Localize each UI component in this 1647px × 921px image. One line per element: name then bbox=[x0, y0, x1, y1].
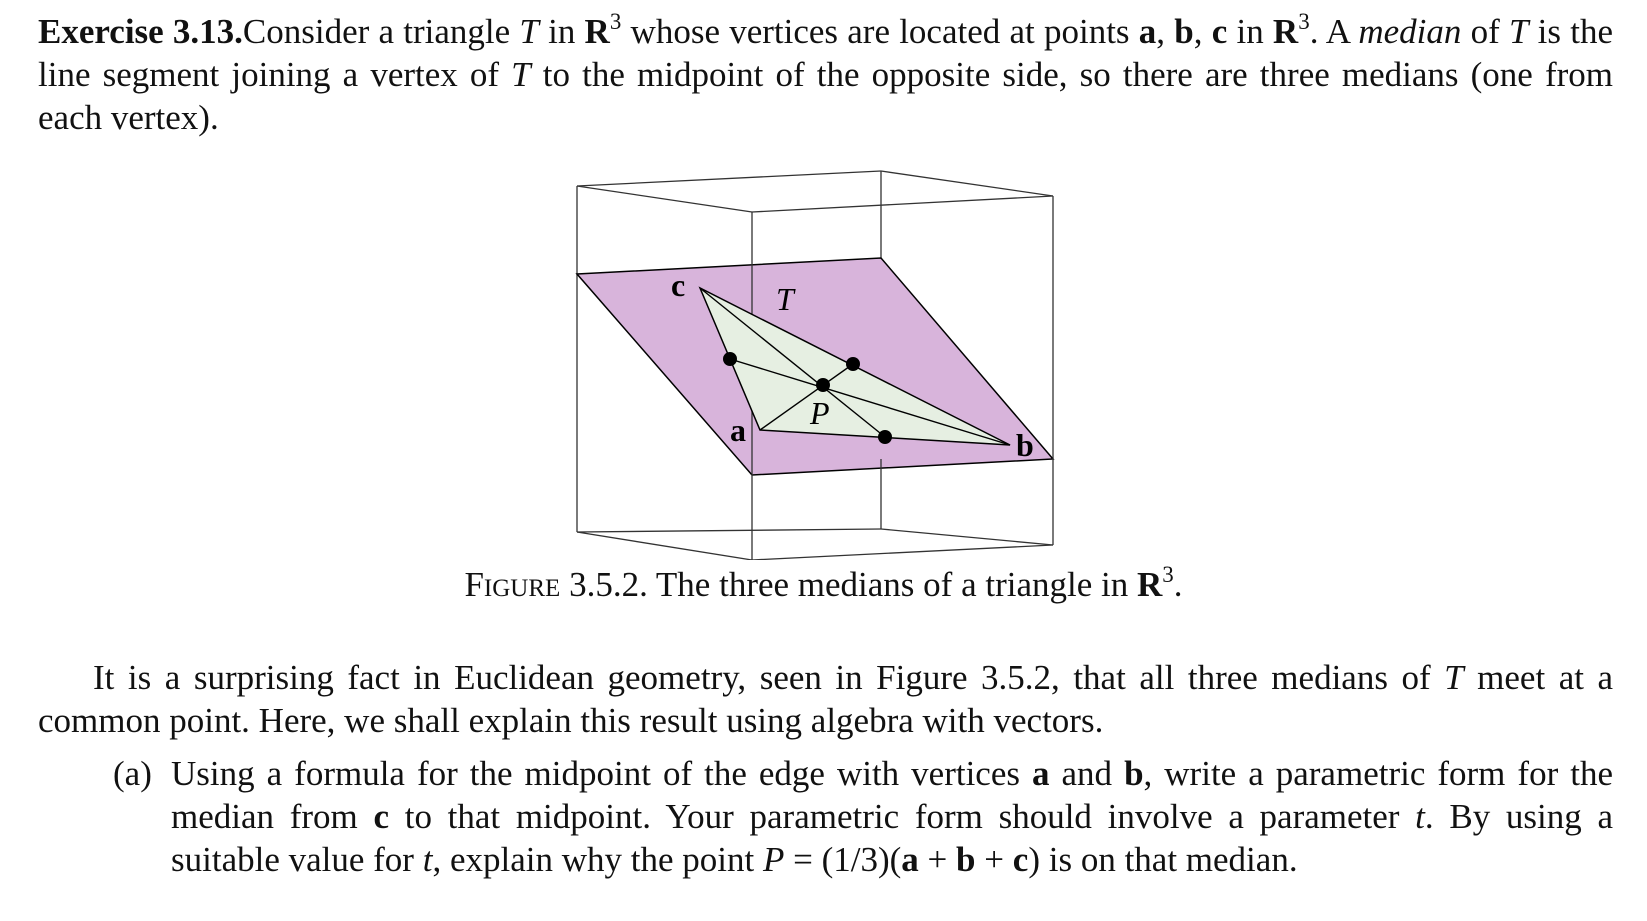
math-R: R bbox=[1272, 12, 1299, 51]
part-a-text bbox=[171, 752, 1613, 881]
part-text: , explain why the point bbox=[432, 840, 763, 879]
plus: + bbox=[918, 840, 957, 879]
math-T: T bbox=[1444, 658, 1464, 697]
vec-c: c bbox=[373, 797, 390, 836]
comma: , bbox=[1193, 12, 1212, 51]
math-t: t bbox=[1415, 797, 1425, 836]
centroid-P bbox=[816, 378, 830, 392]
part-text: ) is on that median. bbox=[1028, 840, 1298, 879]
intro-text: to the midpoint of the opposite side, so there are three medians (one from each vertex). bbox=[38, 55, 1613, 137]
vec-a: a bbox=[901, 840, 919, 879]
math-R: R bbox=[584, 12, 610, 51]
label-P: P bbox=[810, 395, 830, 431]
caption-prefix: Figure bbox=[464, 565, 561, 604]
vec-b: b bbox=[1174, 12, 1194, 51]
intro-text: Consider a triangle bbox=[242, 12, 520, 51]
part-text: , write a parametric form for the median from bbox=[171, 754, 1613, 836]
math-R: R bbox=[1137, 565, 1163, 604]
vec-a: a bbox=[1138, 12, 1157, 51]
intro-text: is the line segment joining a vertex of bbox=[38, 12, 1614, 94]
intro-text: in bbox=[538, 12, 585, 51]
part-a bbox=[113, 752, 1613, 881]
median-term: median bbox=[1358, 12, 1462, 51]
label-c: c bbox=[671, 267, 686, 303]
intro-text: in bbox=[1227, 12, 1273, 51]
superscript: 3 bbox=[609, 9, 622, 34]
math-P: P bbox=[762, 840, 785, 879]
math-T: T bbox=[519, 12, 539, 51]
part-text: . By using a suitable value for bbox=[171, 797, 1613, 879]
midpoint-ab bbox=[878, 430, 892, 444]
superscript: 3 bbox=[1162, 562, 1174, 587]
part-text: to that midpoint. Your parametric form should involve a parameter bbox=[389, 797, 1416, 836]
midpoint-ac bbox=[723, 352, 737, 366]
intro-text: . A bbox=[1309, 12, 1359, 51]
superscript: 3 bbox=[1298, 9, 1310, 34]
caption-text: 3.5.2. The three medians of a triangle in bbox=[560, 565, 1137, 604]
plus: + bbox=[975, 840, 1013, 879]
label-b: b bbox=[1016, 427, 1034, 463]
vec-b: b bbox=[956, 840, 976, 879]
caption-end: . bbox=[1173, 565, 1183, 604]
body-paragraph bbox=[38, 656, 1613, 742]
vec-c: c bbox=[1211, 12, 1228, 51]
label-a: a bbox=[730, 412, 746, 448]
part-a-label: (a) bbox=[113, 754, 152, 793]
midpoint-bc bbox=[846, 357, 860, 371]
comma: , bbox=[1156, 12, 1175, 51]
formula: = (1/3)( bbox=[784, 840, 902, 879]
intro-text: whose vertices are located at points bbox=[621, 12, 1139, 51]
part-text: and bbox=[1049, 754, 1125, 793]
figure-caption bbox=[0, 563, 1647, 606]
math-t: t bbox=[422, 840, 433, 879]
body-text: meet at a common point. Here, we shall explain this result using algebra with vectors. bbox=[38, 658, 1614, 740]
vec-a: a bbox=[1032, 754, 1050, 793]
label-T: T bbox=[776, 281, 794, 317]
intro-text: of bbox=[1461, 12, 1509, 51]
exercise-title: Exercise 3.13. bbox=[38, 12, 243, 51]
part-text: Using a formula for the midpoint of the edge with vertices bbox=[171, 754, 1033, 793]
math-T: T bbox=[1508, 12, 1529, 51]
math-T: T bbox=[511, 55, 531, 94]
vec-b: b bbox=[1124, 754, 1144, 793]
body-text: It is a surprising fact in Euclidean geometry, seen in Figure 3.5.2, that all three medians of bbox=[93, 658, 1445, 697]
vec-c: c bbox=[1012, 840, 1029, 879]
